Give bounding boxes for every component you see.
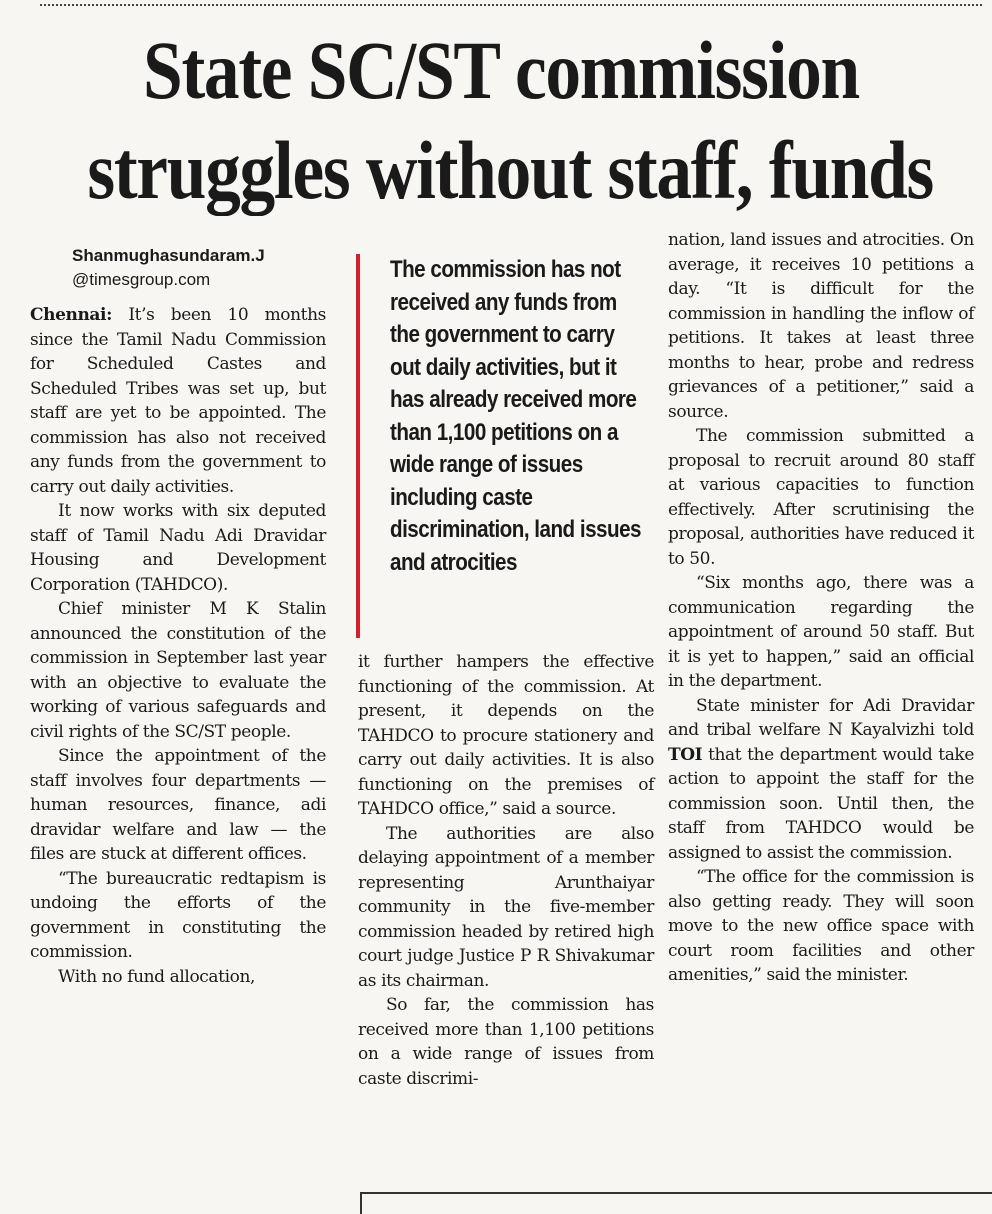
adjacent-article-border — [360, 1192, 992, 1214]
article-paragraph: it further hampers the effective functioning of the commission. At present, it depends on the TAHDCO to procure stationery and carry out daily activities. It is also functioning on the premises of TAHDCO office,” said a source. — [358, 652, 654, 819]
article-paragraph: Chief minister M K Stalin announced the constitution of the commission in September last year with an objective to evaluate the working of various safeguards and civil rights of the SC/ST people. — [30, 599, 326, 742]
dateline: Chennai: — [30, 305, 112, 325]
article-paragraph — [30, 303, 326, 499]
byline-handle: @timesgroup.com — [72, 270, 211, 289]
article-paragraph: nation, land issues and atrocities. On average, it receives 10 petitions a day. “It is difficult for the commission in handling the inflow of petitions. It takes at least three months to hear, probe and redress grievances of a petitioner,” said a source. — [668, 230, 974, 422]
article-paragraph: The commission submitted a proposal to recruit around 80 staff at various capacities to function effectively. After scrutinising the proposal, authorities have reduced it to 50. — [668, 426, 974, 569]
article-paragraph: “The office for the commission is also getting ready. They will soon move to the new office space with court room facilities and other amenities,” said the minister. — [668, 867, 974, 985]
headline — [87, 20, 934, 220]
pull-quote-text: The commission has not received any funds from the government to carry out daily activities, but it has already received more than 1,100 petitions on a wide range of issues including caste discrimination, land issues and atrocities — [390, 256, 642, 576]
top-dotted-rule — [40, 4, 982, 6]
article-paragraph: With no fund allocation, — [58, 966, 256, 987]
headline-line-2: struggles without staff, funds — [87, 124, 934, 216]
article-column-3 — [668, 228, 974, 988]
article-column-2 — [358, 650, 654, 1091]
article-paragraph: Since the appointment of the staff involves four departments — human resources, finance, adi dravidar welfare and law — the files are stuck at different offices. — [30, 746, 326, 864]
article-paragraph: So far, the commission has received more than 1,100 petitions on a wide range of issues from caste discrimi- — [358, 995, 654, 1089]
pull-quote — [356, 254, 648, 638]
paragraph-text: It’s been 10 months since the Tamil Nadu Commission for Scheduled Castes and Scheduled Tribes was set up, but staff are yet to be appointed. The commission has also not received any funds from the government to carry out daily activities. — [30, 305, 326, 497]
article-paragraph: “The bureaucratic redtapism is undoing the efforts of the government in constituting the commission. — [30, 868, 326, 962]
article-paragraph: It now works with six deputed staff of Tamil Nadu Adi Dravidar Housing and Development Corporation (TAHDCO). — [30, 501, 326, 595]
article-paragraph: State minister for Adi Dravidar and tribal welfare N Kayalvizhi told TOI that the department would take action to appoint the staff for the commission soon. Until then, the staff from TAHDCO would be assigned to assist the commission. — [668, 695, 974, 863]
byline-author: Shanmughasundaram.J — [72, 246, 265, 265]
article-paragraph: “Six months ago, there was a communication regarding the appointment of around 50 staff. But it is yet to happen,” said an official in the department. — [668, 573, 974, 691]
toi-bold: TOI — [668, 744, 703, 765]
article-paragraph: The authorities are also delaying appointment of a member representing Arunthaiyar community in the five-member commission headed by retired high court judge Justice P R Shivakumar as its chairman. — [358, 823, 654, 991]
article-column-1 — [30, 303, 326, 989]
headline-line-1: State SC/ST commission — [143, 24, 859, 116]
byline — [72, 244, 265, 292]
